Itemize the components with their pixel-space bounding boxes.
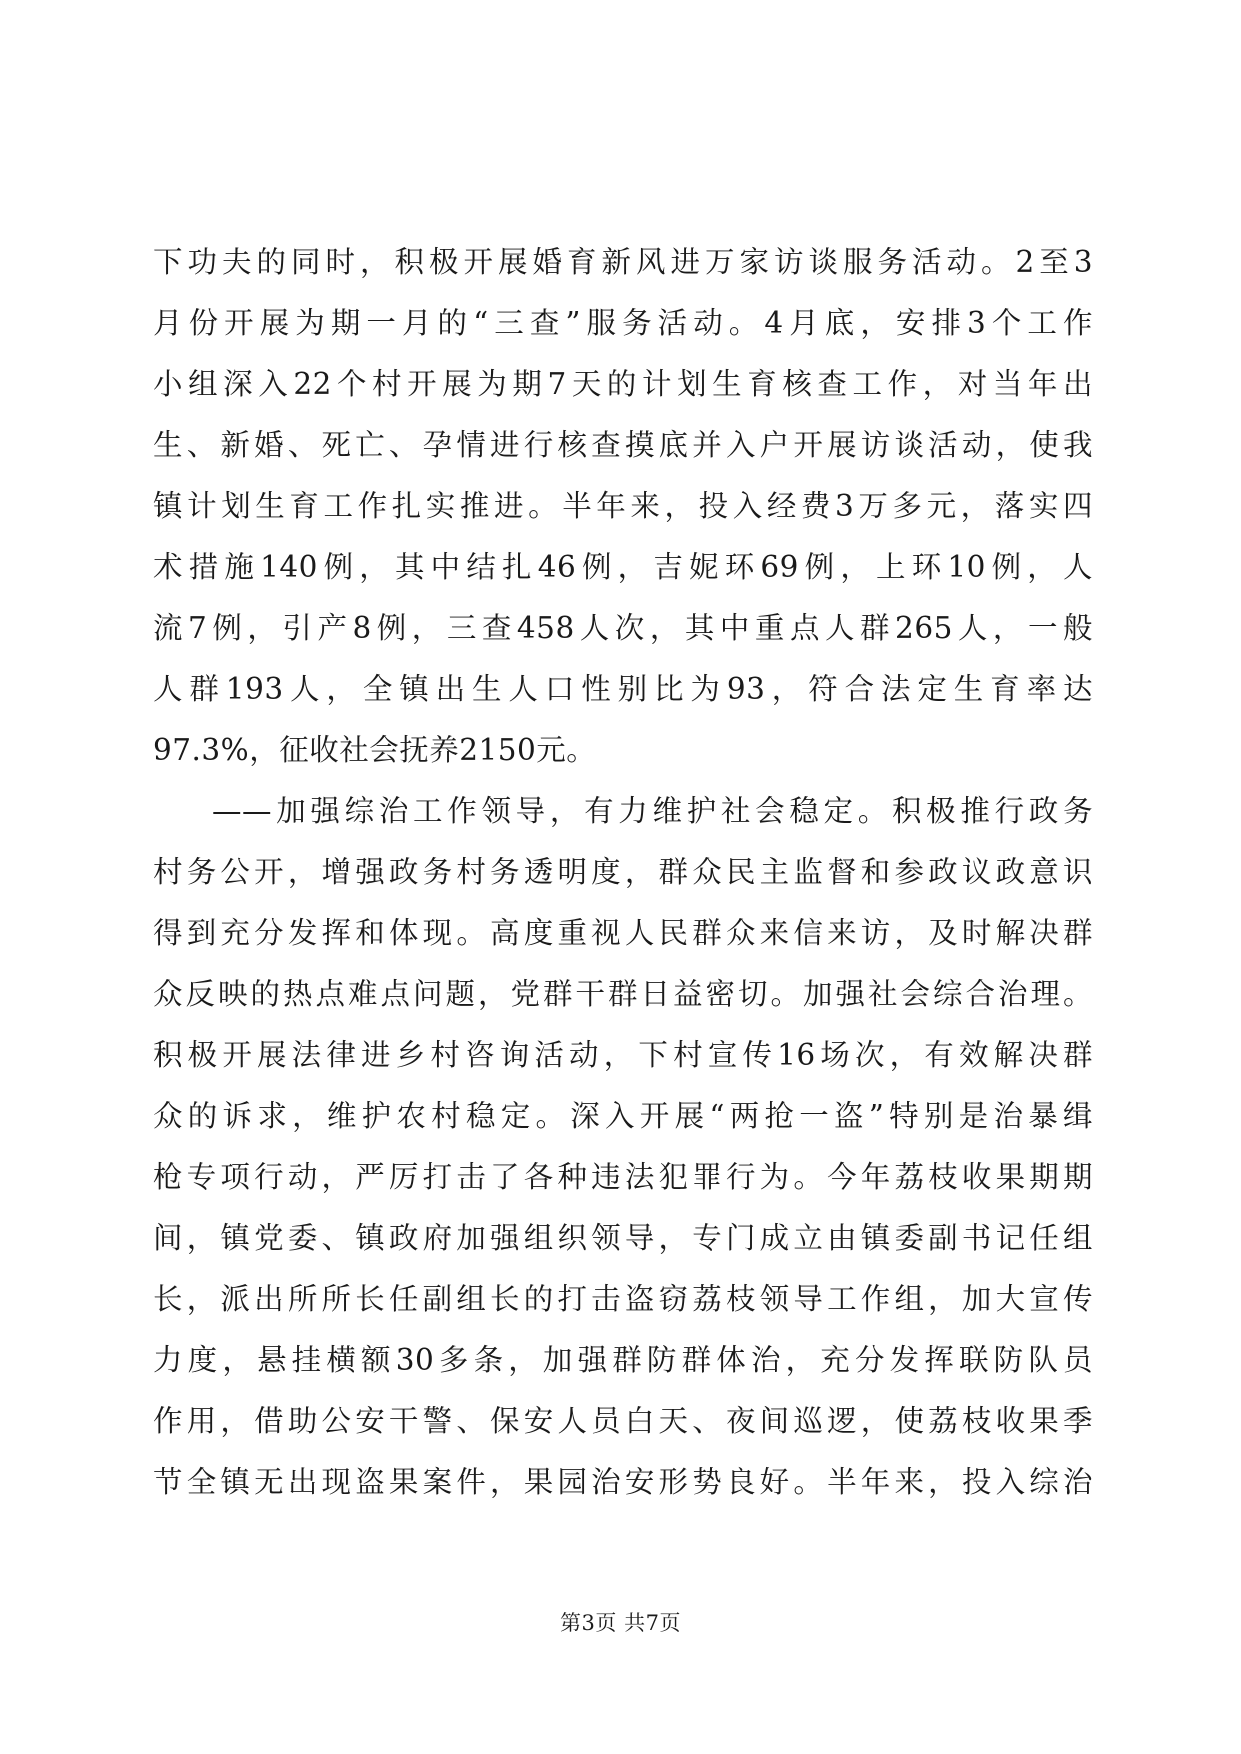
text-line: 术措施140例，其中结扎46例，吉妮环69例，上环10例，人 [153, 550, 1093, 584]
text-line: 镇计划生育工作扎实推进。半年来，投入经费3万多元，落实四 [153, 489, 1093, 523]
text-line: 下功夫的同时，积极开展婚育新风进万家访谈服务活动。2至3 [153, 245, 1093, 279]
text-line: 生、新婚、死亡、孕情进行核查摸底并入户开展访谈活动，使我 [153, 428, 1093, 462]
text-line: 众反映的热点难点问题，党群干群日益密切。加强社会综合治理。 [153, 977, 1093, 1011]
text-line: 97.3%，征收社会抚养2150元。 [153, 733, 597, 767]
text-line: 积极开展法律进乡村咨询活动，下村宣传16场次，有效解决群 [153, 1038, 1093, 1072]
text-line: 流7例，引产8例，三查458人次，其中重点人群265人，一般 [153, 611, 1093, 645]
page-number-footer: 第3页 共7页 [560, 1611, 681, 1635]
text-line: 人群193人，全镇出生人口性别比为93，符合法定生育率达 [153, 672, 1093, 706]
text-line: 月份开展为期一月的“三查”服务活动。4月底，安排3个工作 [153, 306, 1093, 340]
text-line: 力度，悬挂横额30多条，加强群防群体治，充分发挥联防队员 [153, 1343, 1093, 1377]
text-line: 得到充分发挥和体现。高度重视人民群众来信来访，及时解决群 [153, 916, 1093, 950]
text-line: 村务公开，增强政务村务透明度，群众民主监督和参政议政意识 [153, 855, 1093, 889]
text-line: ——加强综治工作领导，有力维护社会稳定。积极推行政务 [212, 794, 1093, 828]
text-line: 间，镇党委、镇政府加强组织领导，专门成立由镇委副书记任组 [153, 1221, 1093, 1255]
text-line: 节全镇无出现盗果案件，果园治安形势良好。半年来，投入综治 [153, 1465, 1093, 1499]
text-line: 作用，借助公安干警、保安人员白天、夜间巡逻，使荔枝收果季 [153, 1404, 1093, 1438]
text-line: 众的诉求，维护农村稳定。深入开展“两抢一盗”特别是治暴缉 [153, 1099, 1093, 1133]
text-line: 枪专项行动，严厉打击了各种违法犯罪行为。今年荔枝收果期期 [153, 1160, 1093, 1194]
text-line: 小组深入22个村开展为期7天的计划生育核查工作，对当年出 [153, 367, 1093, 401]
text-line: 长，派出所所长任副组长的打击盗窃荔枝领导工作组，加大宣传 [153, 1282, 1093, 1316]
body-text [153, 232, 1093, 1513]
